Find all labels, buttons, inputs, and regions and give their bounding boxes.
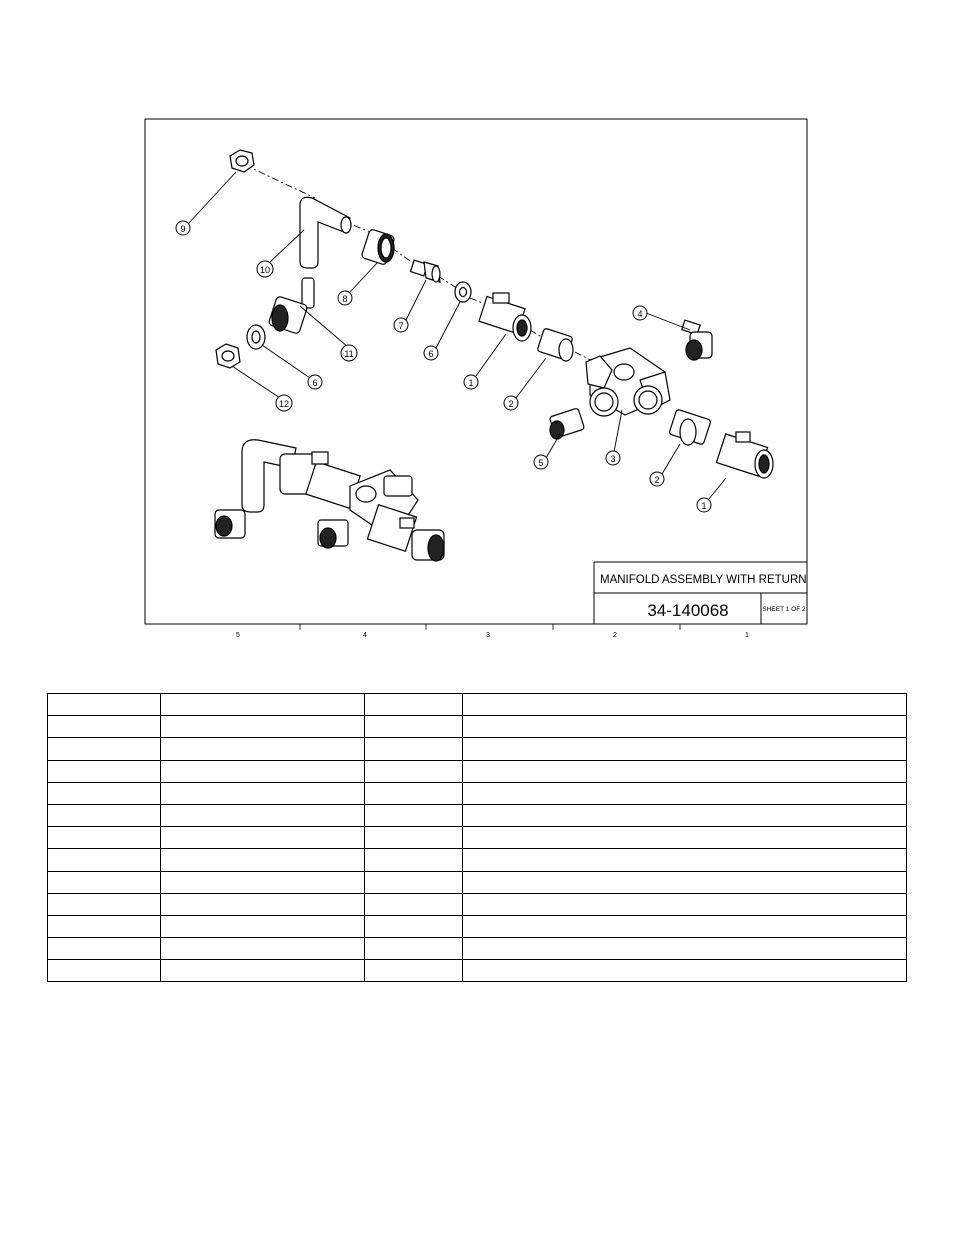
assembled-view: [215, 440, 444, 561]
table-row: [48, 960, 907, 982]
table-row: [48, 738, 907, 760]
table-cell: [48, 694, 161, 716]
table-row: [48, 827, 907, 849]
table-cell: [365, 716, 463, 738]
table-cell: [463, 804, 907, 826]
table-cell: [48, 871, 161, 893]
balloon-label: 11: [344, 349, 354, 359]
table-cell: [48, 716, 161, 738]
balloon-label: 3: [610, 454, 616, 464]
table-cell: [365, 782, 463, 804]
table-cell: [161, 849, 365, 871]
sheet-number: SHEET 1 OF 2: [762, 606, 806, 613]
hose-adapter-part: [268, 278, 314, 334]
table-cell: [463, 915, 907, 937]
balloon-label: 2: [654, 475, 660, 485]
zone-label: 5: [236, 632, 240, 639]
balloon-label: 10: [259, 265, 271, 275]
table-row: [48, 716, 907, 738]
table-row: [48, 849, 907, 871]
hex-nipple-part: [537, 328, 573, 361]
balloon-label: 8: [342, 294, 348, 304]
coupling-nut-part: [361, 229, 395, 266]
zone-label: 3: [486, 632, 490, 639]
table-cell: [161, 804, 365, 826]
zone-ruler: [145, 624, 807, 630]
table-cell: [463, 849, 907, 871]
balloon-label: 9: [180, 224, 186, 234]
table-cell: [161, 827, 365, 849]
table-cell: [48, 760, 161, 782]
table-cell: [161, 893, 365, 915]
table-cell: [365, 893, 463, 915]
table-cell: [48, 893, 161, 915]
table-cell: [48, 960, 161, 982]
table-row: [48, 871, 907, 893]
table-cell: [463, 738, 907, 760]
table-cell: [161, 694, 365, 716]
balloon-label: 5: [538, 458, 544, 468]
table-row: [48, 938, 907, 960]
table-row: [48, 694, 907, 716]
zone-label: 1: [745, 632, 749, 639]
ball-valve-part: [479, 293, 531, 341]
table-cell: [48, 827, 161, 849]
balloon-label: 6: [312, 378, 318, 388]
balloon-label: 1: [701, 501, 707, 511]
table-cell: [161, 760, 365, 782]
table-cell: [365, 694, 463, 716]
exploded-parts: [215, 150, 773, 561]
barb-elbow-part: [682, 320, 712, 360]
table-cell: [365, 849, 463, 871]
balloon-label: 1: [468, 378, 474, 388]
table-cell: [463, 938, 907, 960]
parts-table: [47, 693, 907, 982]
table-cell: [365, 804, 463, 826]
table-cell: [463, 960, 907, 982]
table-cell: [365, 871, 463, 893]
balloon-label: 2: [508, 399, 514, 409]
hex-nipple-part: [669, 409, 711, 445]
table-row: [48, 893, 907, 915]
ball-valve-part: [716, 432, 773, 478]
table-cell: [48, 738, 161, 760]
table-cell: [463, 893, 907, 915]
table-cell: [365, 738, 463, 760]
table-cell: [463, 782, 907, 804]
balloon-label: 4: [637, 309, 643, 319]
table-row: [48, 804, 907, 826]
table-cell: [463, 760, 907, 782]
table-cell: [365, 760, 463, 782]
table-cell: [463, 827, 907, 849]
table-cell: [48, 804, 161, 826]
table-cell: [48, 915, 161, 937]
table-row: [48, 760, 907, 782]
table-cell: [463, 871, 907, 893]
drawing-number: 34-140068: [647, 601, 729, 620]
table-cell: [161, 960, 365, 982]
table-cell: [48, 938, 161, 960]
table-cell: [161, 938, 365, 960]
zone-label: 2: [613, 632, 617, 639]
table-cell: [365, 915, 463, 937]
balloon-label: 12: [278, 399, 290, 409]
table-cell: [463, 716, 907, 738]
elbow-tube-part: [300, 197, 351, 268]
table-row: [48, 782, 907, 804]
barb-fitting-part: [410, 260, 440, 282]
drawing-frame: [145, 119, 807, 624]
table-cell: [161, 716, 365, 738]
drawing-title: MANIFOLD ASSEMBLY WITH RETURN: [600, 574, 807, 586]
balloon-label: 7: [398, 321, 404, 331]
washer-part: [455, 282, 471, 302]
table-cell: [161, 915, 365, 937]
table-cell: [161, 738, 365, 760]
hex-nut-part: [230, 150, 254, 172]
table-cell: [161, 871, 365, 893]
table-cell: [48, 782, 161, 804]
table-cell: [463, 694, 907, 716]
zone-label: 4: [363, 632, 367, 639]
cross-fitting-part: [586, 348, 670, 416]
table-cell: [48, 849, 161, 871]
table-cell: [365, 938, 463, 960]
hex-nipple-part: [549, 408, 584, 439]
table-cell: [161, 782, 365, 804]
table-cell: [365, 960, 463, 982]
table-row: [48, 915, 907, 937]
hex-plug-part: [216, 344, 240, 368]
table-cell: [365, 827, 463, 849]
balloon-label: 6: [428, 349, 434, 359]
